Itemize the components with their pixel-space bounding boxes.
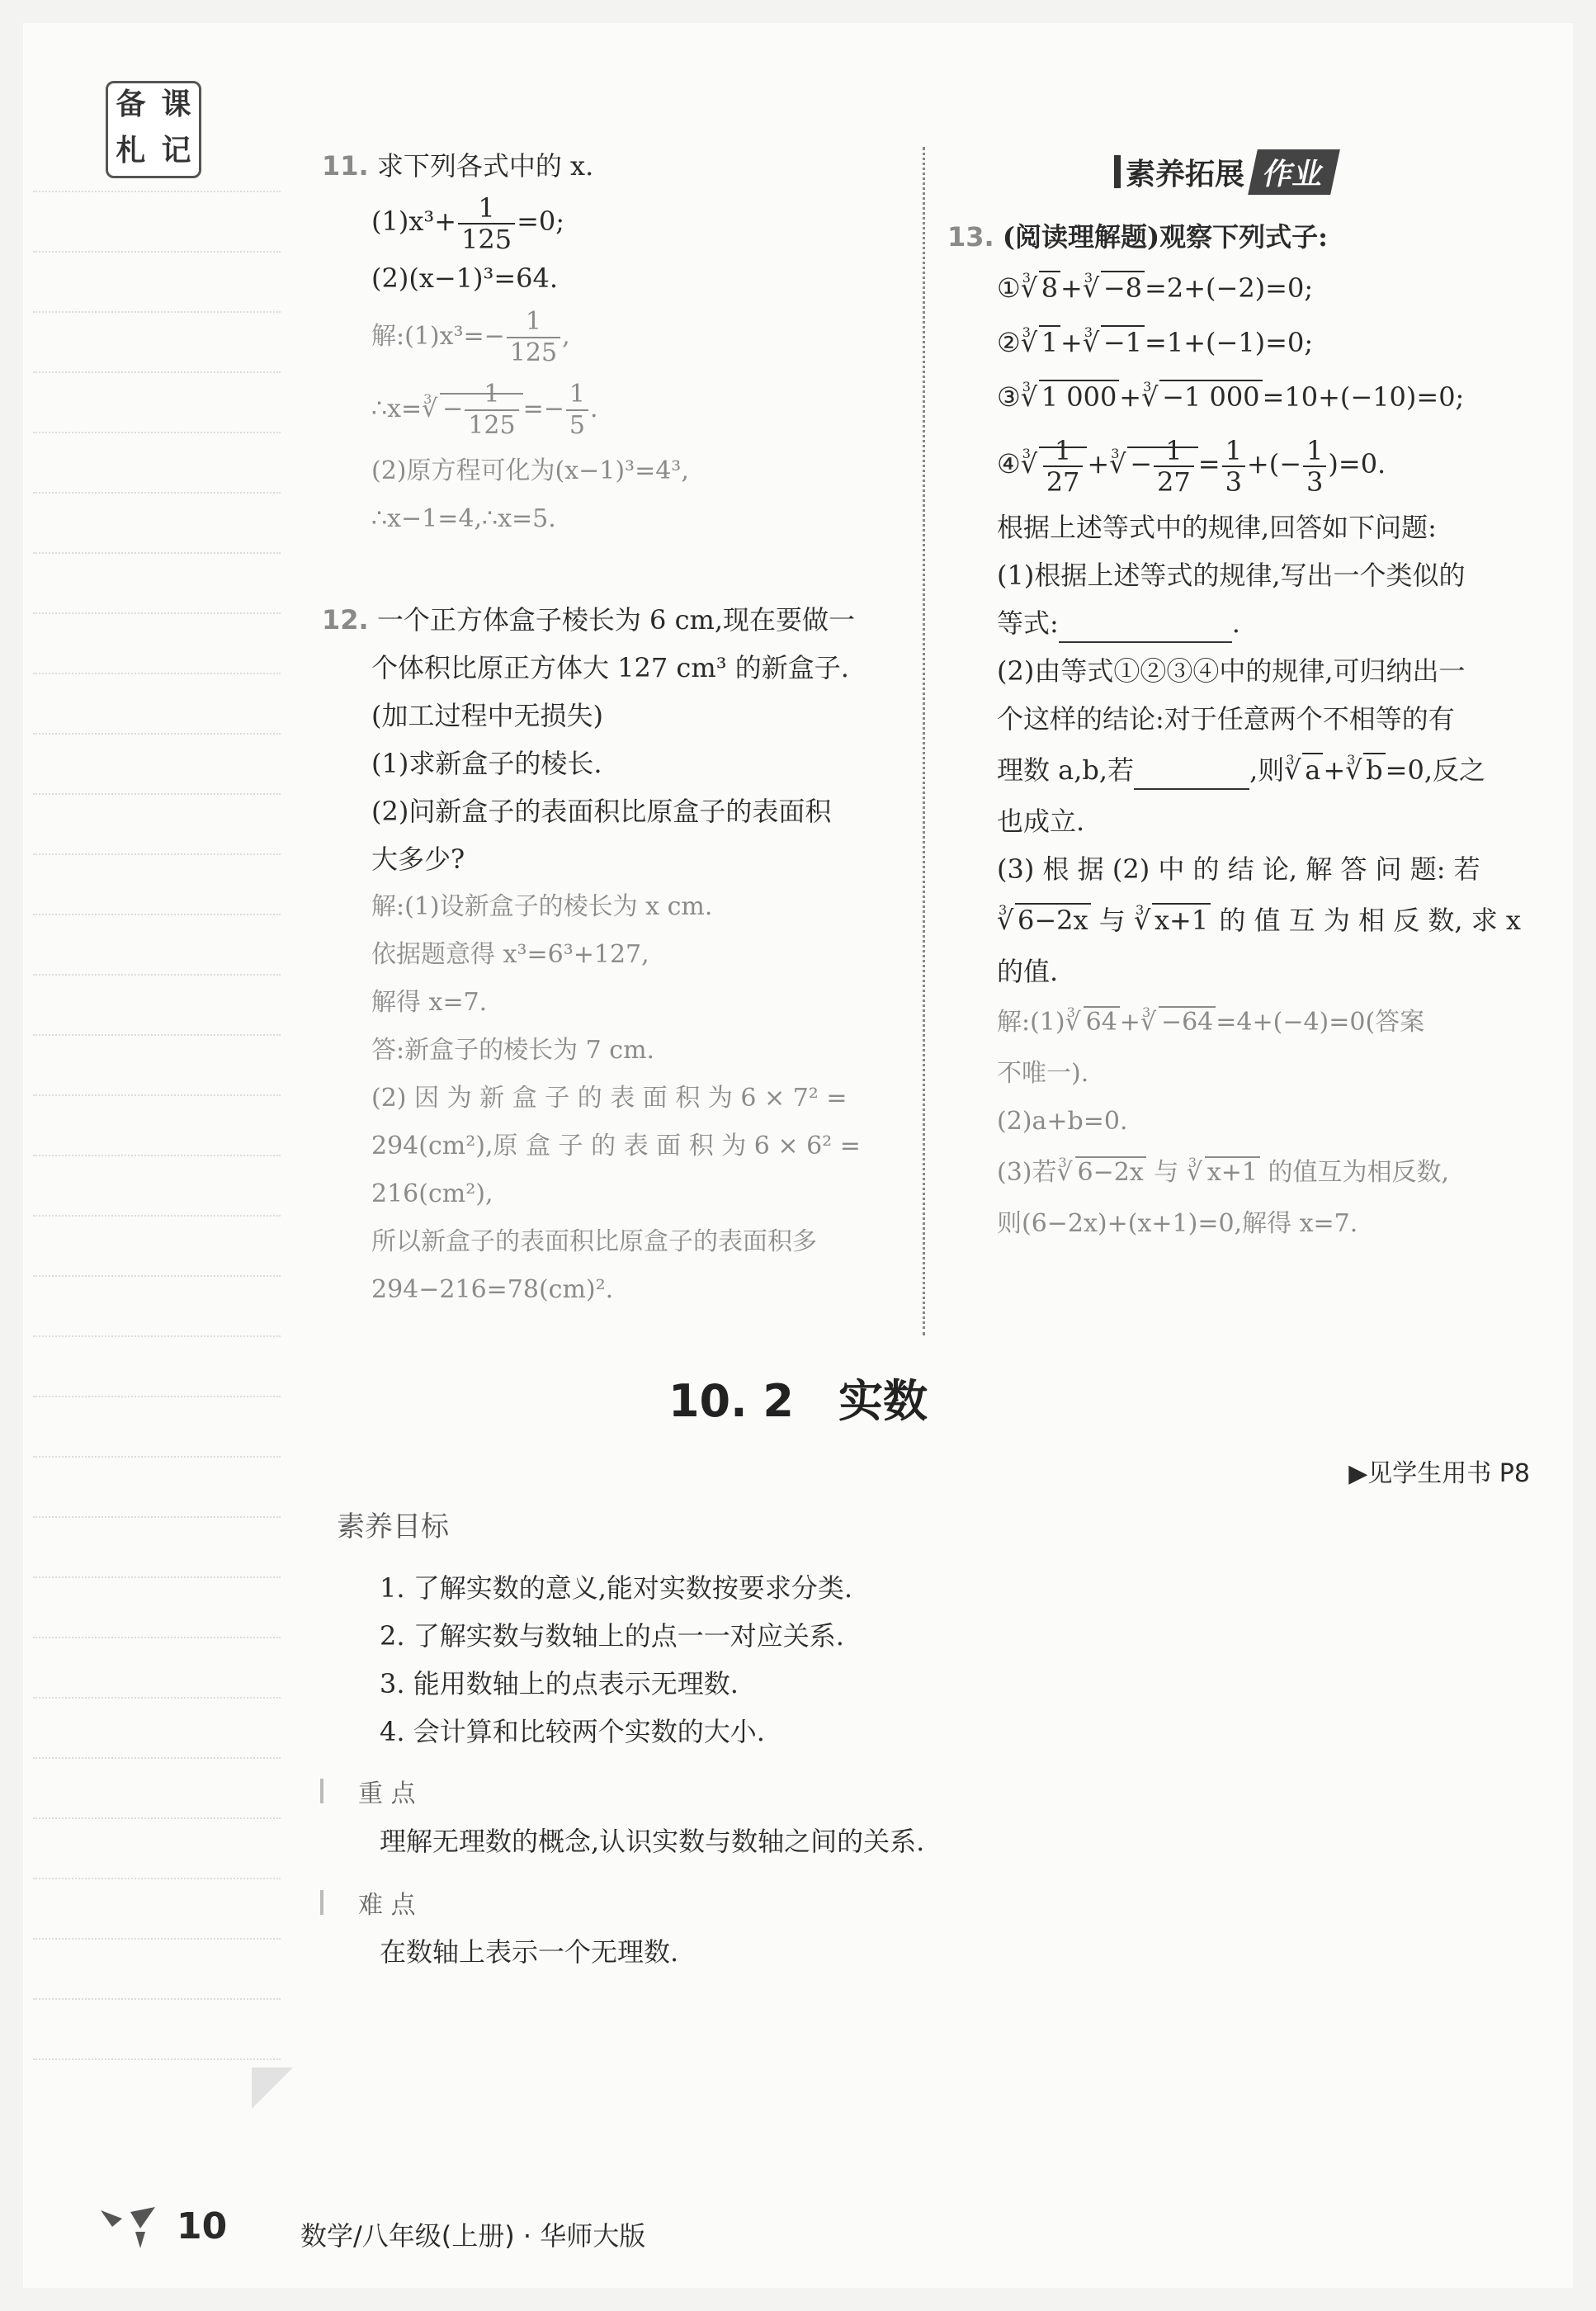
example-4: ④ √ 3 $\frac{1}{27}$ + √ 3 − $\frac{1}{27}$ = $\frac{1}{3}$ +(− $\frac{1}{3}$ )=0. bbox=[947, 424, 1542, 503]
fraction: $\frac{1}{125}$ bbox=[507, 307, 560, 368]
difficulty-text: 在数轴上表示一个无理数. bbox=[380, 1936, 679, 1968]
notes-logo bbox=[106, 81, 201, 178]
question-text: (2)问新盒子的表面积比原盒子的表面积 bbox=[371, 796, 832, 827]
solution-line: 所以新盒子的表面积比原盒子的表面积多 bbox=[371, 1227, 817, 1256]
part-1: (1)x³+ bbox=[371, 206, 457, 237]
logo-char: 札 bbox=[116, 134, 146, 168]
question-11: 11. 求下列各式中的 x. (1)x³+ $\frac{1}{125}$ =0; (2)(x−1)³=64. 解:(1)x³=− $\frac{1}{125}$ , ∴x= √ 3 − $\frac{1}{125}$ =− $\frac{1}{5}$ . (2)原方程可化为(x−1)³=4³, ∴x−1=4,∴x=5. bbox=[322, 142, 908, 543]
question-number: 13. bbox=[947, 221, 994, 253]
question-12 bbox=[322, 596, 908, 1314]
question-number: 12. bbox=[322, 604, 369, 636]
logo-char: 课 bbox=[161, 87, 191, 121]
key-label: 重 点 bbox=[358, 1779, 416, 1808]
solution-line: (3)若 √ 3 6−2x 与 √ 3 x+1 的值互为相反数, bbox=[947, 1146, 1542, 1200]
part-2: (2)(x−1)³=64. bbox=[371, 262, 559, 294]
solution-line: ∴x−1=4,∴x=5. bbox=[371, 503, 556, 533]
question-number: 11. bbox=[322, 150, 369, 182]
fraction: $\frac{1}{125}$ bbox=[458, 193, 515, 254]
question-text: 个体积比原正方体大 127 cm³ 的新盒子. bbox=[371, 652, 849, 683]
question-text: (2)由等式①②③④中的规律,可归纳出一 bbox=[997, 655, 1466, 687]
solution-line: 294(cm²),原 盒 子 的 表 面 积 为 6 × 6² = bbox=[371, 1132, 861, 1160]
goals-heading: 素养目标 bbox=[337, 1510, 449, 1543]
question-text: (1)根据上述等式的规律,写出一个类似的 bbox=[997, 560, 1466, 591]
question-heading: (阅读理解题)观察下列式子: bbox=[1002, 221, 1328, 253]
column-divider bbox=[923, 147, 925, 1335]
solution-line: 依据题意得 x³=6³+127, bbox=[371, 940, 649, 969]
example-3: ③ √ 3 1 000+ √ 3 −1 000=10+(−10)=0; bbox=[947, 370, 1542, 424]
book-title: 数学/八年级(上册) · 华师大版 bbox=[300, 2220, 646, 2252]
key-marker bbox=[320, 1779, 323, 1803]
solution-line: 解:(1) √ 3 64 + √ 3 −64 =4+(−4)=0(答案 bbox=[947, 995, 1542, 1050]
example-1: ① √ 3 8+ √ 3 −8=2+(−2)=0; bbox=[947, 261, 1542, 315]
difficulty-label: 难 点 bbox=[358, 1891, 416, 1920]
question-text: (1)求新盒子的棱长. bbox=[371, 748, 602, 779]
corner-decoration bbox=[252, 2068, 293, 2109]
page-number: 10 bbox=[177, 2205, 228, 2247]
solution-line: 解:(1)x³=− bbox=[371, 321, 505, 351]
solution-line: (2) 因 为 新 盒 子 的 表 面 积 为 6 × 7² = bbox=[371, 1084, 848, 1113]
banner-bar bbox=[1114, 155, 1121, 188]
question-text: 等式: . bbox=[947, 599, 1542, 647]
solution-line: 答:新盒子的棱长为 7 cm. bbox=[371, 1036, 655, 1065]
goal-item: 3. 能用数轴上的点表示无理数. bbox=[380, 1668, 739, 1699]
solution-line: (2)a+b=0. bbox=[997, 1107, 1128, 1136]
goal-item: 4. 会计算和比较两个实数的大小. bbox=[380, 1716, 765, 1747]
solution-line: 216(cm²), bbox=[371, 1179, 493, 1208]
goal-item: 2. 了解实数与数轴上的点一一对应关系. bbox=[380, 1620, 844, 1652]
answer-blank[interactable] bbox=[1059, 608, 1232, 643]
section-banner bbox=[1114, 150, 1335, 193]
solution-line: 解:(1)设新盒子的棱长为 x cm. bbox=[371, 892, 713, 921]
goal-item: 1. 了解实数的意义,能对实数按要求分类. bbox=[380, 1572, 853, 1604]
student-book-reference: ▶见学生用书 P8 bbox=[1348, 1459, 1530, 1488]
question-13 bbox=[947, 213, 1542, 1248]
key-text: 理解无理数的概念,认识实数与数轴之间的关系. bbox=[380, 1826, 925, 1857]
logo-char: 记 bbox=[161, 134, 191, 168]
question-text: 个这样的结论:对于任意两个不相等的有 bbox=[997, 703, 1455, 735]
footer-ornament-icon bbox=[97, 2204, 158, 2250]
example-2: ② √ 3 1+ √ 3 −1=1+(−1)=0; bbox=[947, 315, 1542, 370]
question-prompt: 求下列各式中的 x. bbox=[376, 150, 594, 182]
question-text: 一个正方体盒子棱长为 6 cm,现在要做一 bbox=[376, 604, 856, 636]
answer-blank[interactable] bbox=[1134, 755, 1249, 790]
question-text: 的值. bbox=[997, 956, 1059, 987]
question-text: 大多少? bbox=[371, 844, 465, 875]
fraction: $\frac{1}{5}$ bbox=[566, 380, 588, 441]
banner-tag: 作业 bbox=[1248, 149, 1340, 195]
banner-title: 素养拓展 bbox=[1126, 157, 1245, 191]
question-text: √ 3 6−2x 与 √ 3 x+1 的 值 互 为 相 反 数, 求 x bbox=[947, 893, 1542, 948]
solution-line: ∴x= bbox=[371, 394, 423, 423]
question-text: 也成立. bbox=[997, 806, 1085, 837]
question-text: 理数 a,b,若 ,则 √ 3 a+ √ 3 b=0,反之 bbox=[947, 743, 1542, 797]
notes-lines bbox=[33, 132, 281, 2006]
logo-char: 备 bbox=[116, 87, 146, 121]
difficulty-marker bbox=[320, 1890, 323, 1915]
solution-line: 解得 x=7. bbox=[371, 988, 488, 1017]
solution-line: 294−216=78(cm)². bbox=[371, 1275, 614, 1304]
section-title: 10. 2 实数 bbox=[668, 1375, 928, 1427]
solution-line: 不唯一). bbox=[997, 1059, 1089, 1088]
solution-line: 则(6−2x)+(x+1)=0,解得 x=7. bbox=[997, 1209, 1358, 1238]
cube-root: √ 3 − $\frac{1}{125}$ bbox=[422, 371, 522, 447]
question-text: (加工过程中无损失) bbox=[371, 700, 603, 731]
goals-list bbox=[380, 1564, 852, 1756]
solution-line: (2)原方程可化为(x−1)³=4³, bbox=[371, 456, 689, 485]
question-text: 根据上述等式中的规律,回答如下问题: bbox=[997, 512, 1437, 543]
question-text: (3) 根 据 (2) 中 的 结 论, 解 答 问 题: 若 bbox=[997, 853, 1480, 885]
